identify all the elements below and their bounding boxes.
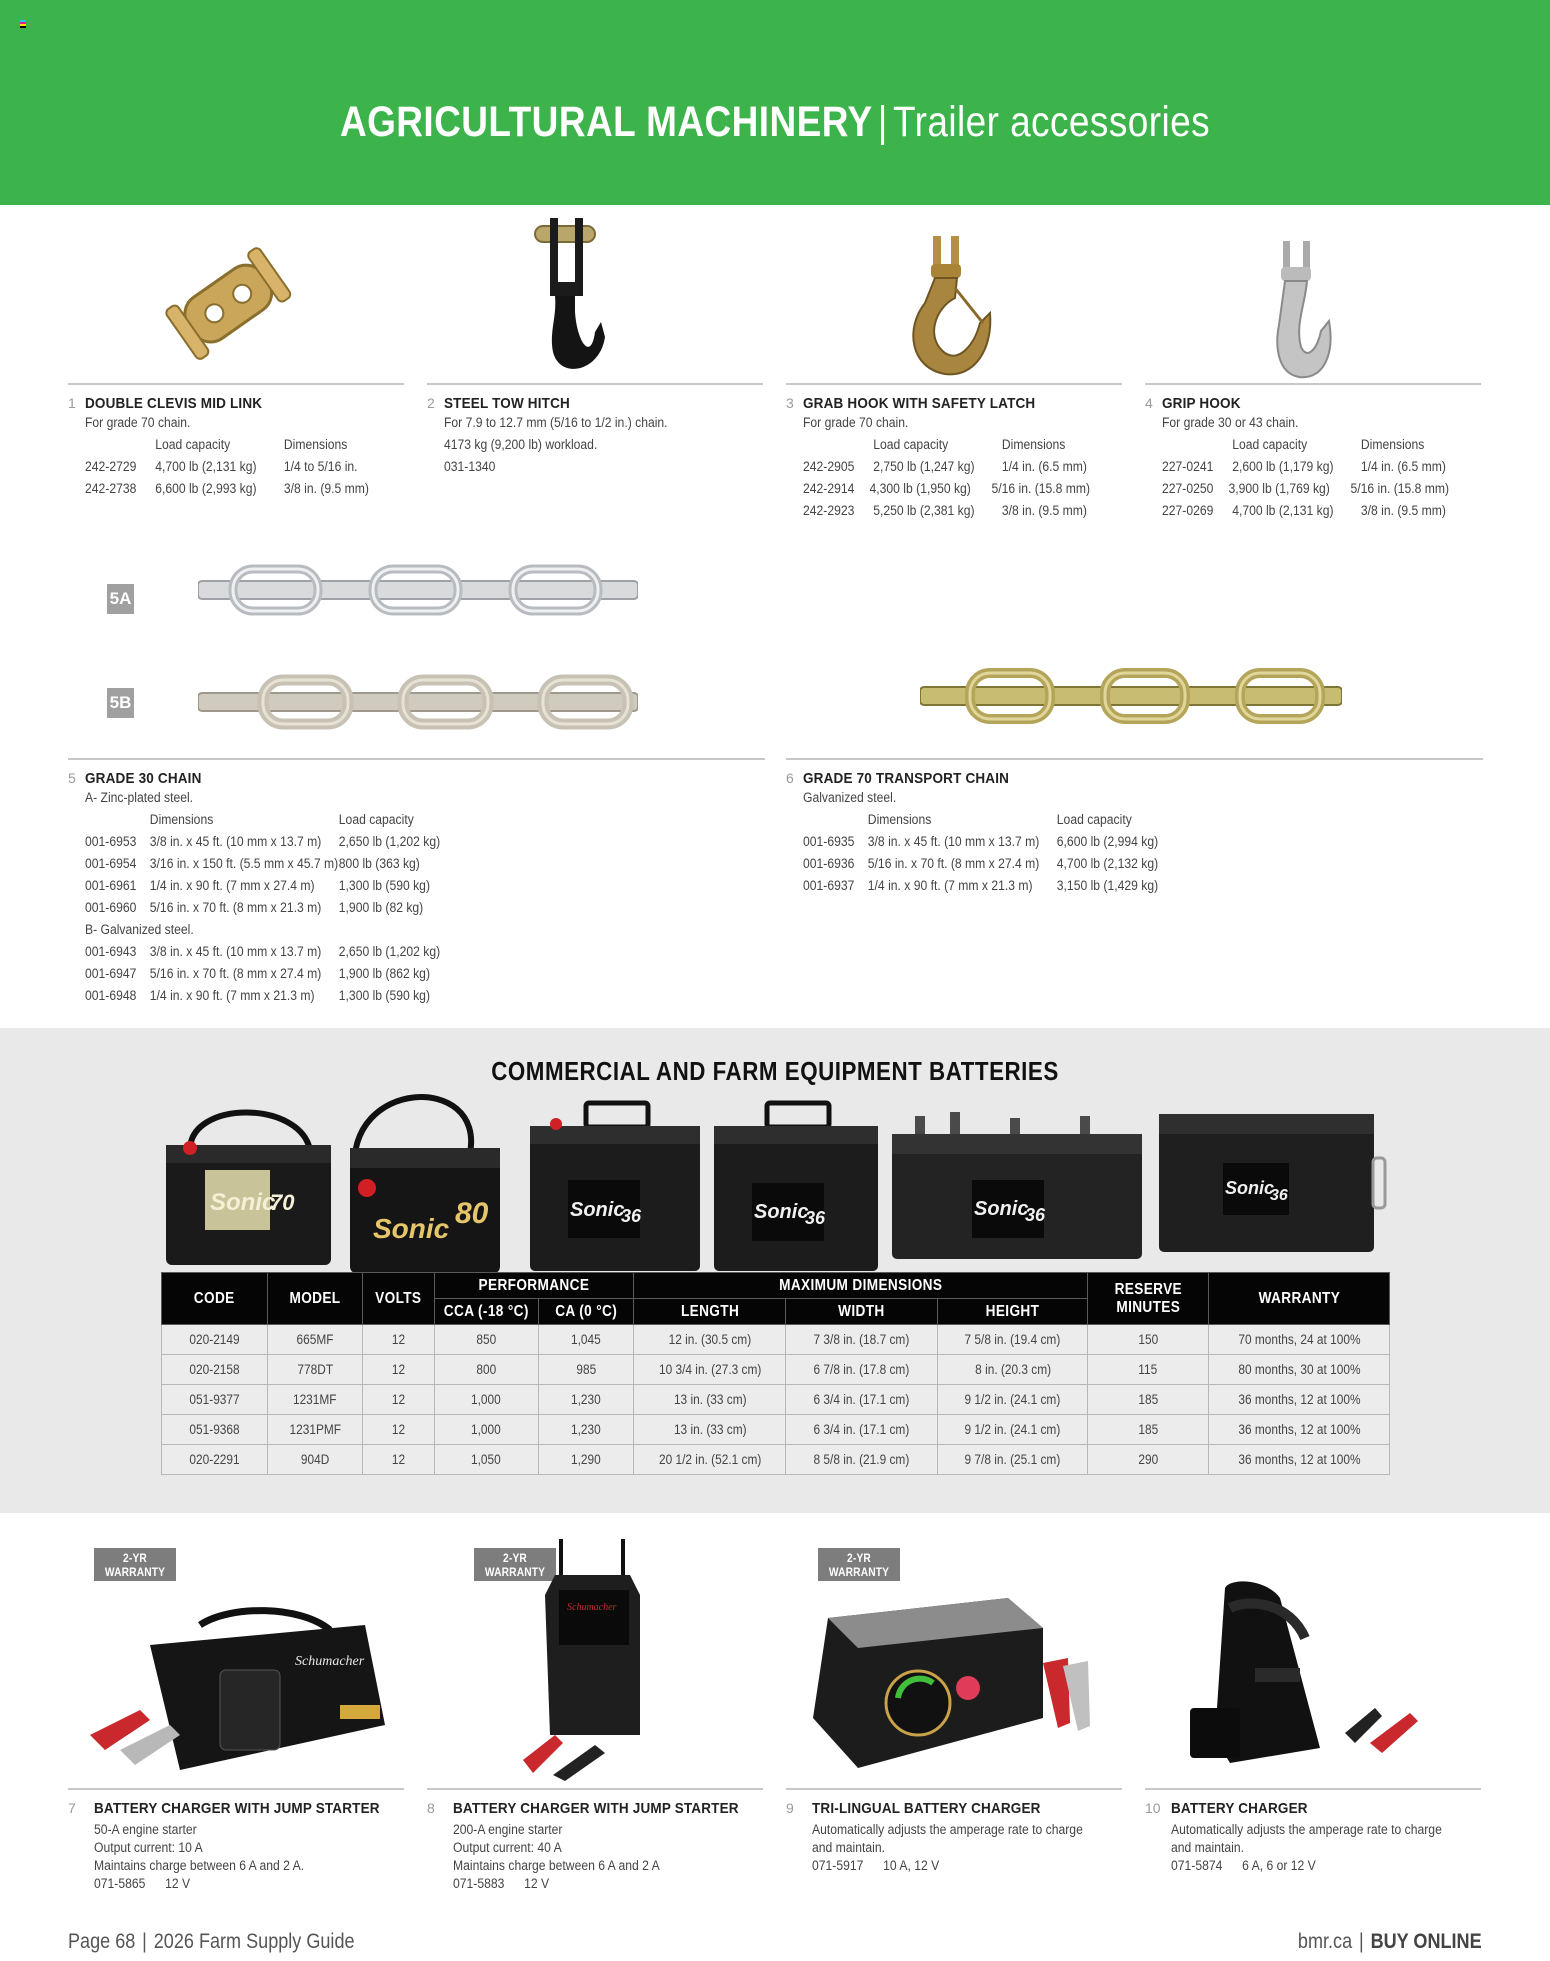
spec-row: 001-6960 5/16 in. x 70 ft. (8 mm x 21.3 m) 1,900 lb (82 kg) <box>85 900 424 915</box>
warranty-badge: 2-YR WARRANTY <box>94 1548 176 1581</box>
warranty-badge: 2-YR WARRANTY <box>818 1548 900 1581</box>
battery-image-sonic-36-c <box>890 1108 1145 1263</box>
spec-row: 227-0241 2,600 lb (1,179 kg) 1/4 in. (6.5 mm) <box>1162 459 1446 474</box>
table-row: 051-9368 1231PMF 12 1,000 1,230 13 in. (33 cm) 6 3/4 in. (17.1 cm) 9 1/2 in. (24.1 cm) 185 36 months, 12 at 100% <box>162 1415 1390 1445</box>
steel-tow-hitch-image <box>525 212 625 377</box>
spec-row: 227-0269 4,700 lb (2,131 kg) 3/8 in. (9.5 mm) <box>1162 503 1446 518</box>
svg-text:Sonic: Sonic <box>570 1199 625 1221</box>
product-title: BATTERY CHARGER WITH JUMP STARTER <box>453 1800 739 1817</box>
divider <box>68 383 404 385</box>
variant-a-label: A- Zinc-plated steel. <box>85 790 194 805</box>
galvanized-chain-image <box>198 673 638 731</box>
spec-row: 242-2905 2,750 lb (1,247 kg) 1/4 in. (6.5 mm) <box>803 459 1087 474</box>
double-clevis-mid-link-image <box>155 238 305 373</box>
item-number: 5 <box>68 770 76 786</box>
product-code-line <box>94 1875 373 1893</box>
product-spec: 6 A, 6 or 12 V <box>1242 1858 1316 1873</box>
spec-row: 001-6953 3/8 in. x 45 ft. (10 mm x 13.7 m) 2,650 lb (1,202 kg) <box>85 834 441 849</box>
spec-header-row: Load capacity Dimensions <box>1232 437 1425 452</box>
column-group-performance: PERFORMANCE <box>434 1273 634 1299</box>
charger-image-8 <box>515 1535 665 1785</box>
footer-page-info: Page 68 | 2026 Farm Supply Guide <box>68 1930 355 1953</box>
product-line: and maintain. <box>1171 1840 1244 1855</box>
warranty-badge: 2-YR WARRANTY <box>474 1548 556 1581</box>
product-card-7 <box>68 1788 404 1893</box>
svg-text:Sonic: Sonic <box>210 1189 276 1216</box>
divider <box>68 1788 404 1790</box>
divider <box>1145 383 1481 385</box>
footer-links: bmr.ca | BUY ONLINE <box>1298 1930 1482 1953</box>
variant-label-5a: 5A <box>107 584 134 614</box>
spec-row: 242-2914 4,300 lb (1,950 kg) 5/16 in. (15.8 mm) <box>803 481 1091 496</box>
spec-row: 001-6935 3/8 in. x 45 ft. (10 mm x 13.7 m) 6,600 lb (2,994 kg) <box>803 834 1159 849</box>
guide-title: 2026 Farm Supply Guide <box>153 1930 355 1953</box>
category-title: AGRICULTURAL MACHINERY <box>339 98 873 146</box>
svg-text:80: 80 <box>455 1197 489 1230</box>
product-title: STEEL TOW HITCH <box>444 395 570 412</box>
table-row: 020-2149 665MF 12 850 1,045 12 in. (30.5 cm) 7 3/8 in. (18.7 cm) 7 5/8 in. (19.4 cm) 150 70 months, 24 at 100% <box>162 1325 1390 1355</box>
item-number: 4 <box>1145 395 1153 411</box>
product-card-1 <box>68 383 404 500</box>
spec-row: 242-2738 6,600 lb (2,993 kg) 3/8 in. (9.5 mm) <box>85 481 369 496</box>
product-line: 50-A engine starter <box>94 1822 197 1837</box>
product-title: GRADE 30 CHAIN <box>85 770 202 787</box>
product-title: TRI-LINGUAL BATTERY CHARGER <box>812 1800 1041 1817</box>
product-card-2 <box>427 383 763 478</box>
product-line: 4173 kg (9,200 lb) workload. <box>444 437 598 452</box>
product-line: and maintain. <box>812 1840 885 1855</box>
svg-text:36: 36 <box>1270 1187 1288 1204</box>
product-card-5 <box>68 758 765 1007</box>
column-header-warranty: WARRANTY <box>1209 1273 1390 1325</box>
battery-image-sonic-80 <box>345 1073 505 1278</box>
grade70-chain-image <box>920 665 1342 727</box>
subcategory-title: Trailer accessories <box>892 98 1211 146</box>
website-link[interactable]: bmr.ca <box>1298 1930 1353 1953</box>
product-title: GRAB HOOK WITH SAFETY LATCH <box>803 395 1036 412</box>
table-row: 020-2291 904D 12 1,050 1,290 20 1/2 in. (52.1 cm) 8 5/8 in. (21.9 cm) 9 7/8 in. (25.1 cm) 290 36 months, 12 at 100% <box>162 1445 1390 1475</box>
buy-online-link[interactable]: BUY ONLINE <box>1370 1930 1482 1953</box>
table-row: 020-2158 778DT 12 800 985 10 3/4 in. (27.3 cm) 6 7/8 in. (17.8 cm) 8 in. (20.3 cm) 115 80 months, 30 at 100% <box>162 1355 1390 1385</box>
product-title: GRIP HOOK <box>1162 395 1241 412</box>
product-code: 071-5883 <box>453 1876 505 1891</box>
product-description: For grade 30 or 43 chain. <box>1162 415 1299 430</box>
spec-row: 001-6947 5/16 in. x 70 ft. (8 mm x 27.4 m) 1,900 lb (862 kg) <box>85 966 430 981</box>
charger-image-7 <box>80 1595 390 1780</box>
spec-row: 242-2923 5,250 lb (2,381 kg) 3/8 in. (9.5 mm) <box>803 503 1087 518</box>
divider <box>427 383 763 385</box>
spec-row: 001-6948 1/4 in. x 90 ft. (7 mm x 21.3 m) 1,300 lb (590 kg) <box>85 988 430 1003</box>
product-line: For 7.9 to 12.7 mm (5/16 to 1/2 in.) chain. <box>444 415 668 430</box>
divider <box>427 1788 763 1790</box>
item-number: 3 <box>786 395 794 411</box>
spec-row: 001-6943 3/8 in. x 45 ft. (10 mm x 13.7 m) 2,650 lb (1,202 kg) <box>85 944 441 959</box>
product-description: For grade 70 chain. <box>85 415 191 430</box>
column-header-length: LENGTH <box>634 1299 786 1325</box>
section-heading: COMMERCIAL AND FARM EQUIPMENT BATTERIES <box>491 1056 1059 1086</box>
product-code: 071-5865 <box>94 1876 146 1891</box>
column-header-reserve-minutes: RESERVE MINUTES <box>1088 1273 1209 1325</box>
svg-text:36: 36 <box>1025 1205 1046 1225</box>
product-code: 031-1340 <box>444 459 496 474</box>
product-spec: 12 V <box>524 1876 550 1891</box>
product-line: Output current: 10 A <box>94 1840 203 1855</box>
spec-row: 001-6936 5/16 in. x 70 ft. (8 mm x 27.4 m) 4,700 lb (2,132 kg) <box>803 856 1159 871</box>
spec-header-row: Load capacity Dimensions <box>873 437 1066 452</box>
spec-row: 242-2729 4,700 lb (2,131 kg) 1/4 to 5/16 in. <box>85 459 358 474</box>
column-header-ca: CA (0 °C) <box>538 1299 634 1325</box>
product-card-8 <box>427 1788 763 1893</box>
column-header-height: HEIGHT <box>938 1299 1088 1325</box>
battery-spec-table <box>161 1272 1390 1475</box>
svg-text:Sonic: Sonic <box>1225 1178 1275 1198</box>
column-header-volts: VOLTS <box>362 1273 434 1325</box>
product-card-6 <box>786 758 1483 897</box>
header-banner <box>0 0 1550 205</box>
product-line: Automatically adjusts the amperage rate to charge <box>1171 1822 1442 1837</box>
product-card-9 <box>786 1788 1122 1875</box>
battery-image-sonic-70 <box>160 1090 340 1270</box>
spec-header-row: Dimensions Load capacity <box>867 812 1132 827</box>
spec-row: 227-0250 3,900 lb (1,769 kg) 5/16 in. (15.8 mm) <box>1162 481 1450 496</box>
spec-row: 001-6954 3/16 in. x 150 ft. (5.5 mm x 45.7 m) 800 lb (363 kg) <box>85 856 420 871</box>
spec-header-row: Load capacity Dimensions <box>155 437 348 452</box>
product-code-line <box>812 1857 1091 1875</box>
product-line: Maintains charge between 6 A and 2 A. <box>94 1858 305 1873</box>
svg-text:36: 36 <box>805 1208 826 1228</box>
product-description: For grade 70 chain. <box>803 415 909 430</box>
spec-row: 001-6937 1/4 in. x 90 ft. (7 mm x 21.3 m) 3,150 lb (1,429 kg) <box>803 878 1159 893</box>
column-header-width: WIDTH <box>786 1299 938 1325</box>
variant-b-label: B- Galvanized steel. <box>85 922 194 937</box>
variant-label-5b: 5B <box>107 688 134 718</box>
product-code-line <box>453 1875 732 1893</box>
item-number: 6 <box>786 770 794 786</box>
battery-image-sonic-36-b <box>712 1098 880 1273</box>
product-title: BATTERY CHARGER WITH JUMP STARTER <box>94 1800 380 1817</box>
product-code: 071-5917 <box>812 1858 864 1873</box>
svg-text:70: 70 <box>270 1190 295 1215</box>
product-spec: 12 V <box>165 1876 191 1891</box>
product-line: Automatically adjusts the amperage rate to charge <box>812 1822 1083 1837</box>
battery-image-sonic-36-d <box>1155 1108 1390 1258</box>
svg-text:Schumacher: Schumacher <box>295 1654 365 1669</box>
divider <box>786 758 1483 760</box>
divider <box>786 1788 1122 1790</box>
zinc-chain-image <box>198 563 638 618</box>
column-header-model: MODEL <box>267 1273 362 1325</box>
product-card-4 <box>1145 383 1481 522</box>
product-description: Galvanized steel. <box>803 790 897 805</box>
page-number: Page 68 <box>68 1930 136 1953</box>
divider <box>68 758 765 760</box>
product-card-3 <box>786 383 1122 522</box>
item-number: 2 <box>427 395 435 411</box>
svg-text:Schumacher: Schumacher <box>567 1602 617 1613</box>
product-title: BATTERY CHARGER <box>1171 1800 1308 1817</box>
battery-section <box>0 1028 1550 1513</box>
spec-row: 001-6961 1/4 in. x 90 ft. (7 mm x 27.4 m) 1,300 lb (590 kg) <box>85 878 430 893</box>
grab-hook-image <box>895 228 1005 378</box>
product-title: GRADE 70 TRANSPORT CHAIN <box>803 770 1010 787</box>
item-number: 7 <box>68 1800 76 1816</box>
registration-marks <box>20 20 26 28</box>
product-line: Output current: 40 A <box>453 1840 562 1855</box>
svg-text:Sonic: Sonic <box>373 1213 450 1244</box>
svg-text:36: 36 <box>621 1206 642 1226</box>
charger-image-9 <box>808 1588 1098 1773</box>
charger-image-10 <box>1170 1578 1460 1778</box>
column-group-max-dimensions: MAXIMUM DIMENSIONS <box>634 1273 1088 1299</box>
grip-hook-image <box>1265 235 1345 380</box>
divider <box>786 383 1122 385</box>
divider <box>1145 1788 1481 1790</box>
item-number: 9 <box>786 1800 794 1816</box>
column-header-cca: CCA (-18 °C) <box>434 1299 538 1325</box>
battery-image-sonic-36-a <box>528 1098 703 1273</box>
column-header-code: CODE <box>162 1273 268 1325</box>
product-line: 200-A engine starter <box>453 1822 563 1837</box>
svg-text:Sonic: Sonic <box>974 1198 1029 1220</box>
product-code-line <box>1171 1857 1450 1875</box>
svg-text:Sonic: Sonic <box>754 1201 809 1223</box>
item-number: 8 <box>427 1800 435 1816</box>
product-card-10 <box>1145 1788 1481 1875</box>
product-spec: 10 A, 12 V <box>883 1858 940 1873</box>
item-number: 1 <box>68 395 76 411</box>
item-number: 10 <box>1145 1800 1161 1816</box>
product-title: DOUBLE CLEVIS MID LINK <box>85 395 263 412</box>
table-row: 051-9377 1231MF 12 1,000 1,230 13 in. (33 cm) 6 3/4 in. (17.1 cm) 9 1/2 in. (24.1 cm) 185 36 months, 12 at 100% <box>162 1385 1390 1415</box>
page-title: AGRICULTURAL MACHINERY | Trailer accessories <box>339 98 1211 146</box>
spec-header-row: Dimensions Load capacity <box>149 812 414 827</box>
product-line: Maintains charge between 6 A and 2 A <box>453 1858 660 1873</box>
product-code: 071-5874 <box>1171 1858 1223 1873</box>
